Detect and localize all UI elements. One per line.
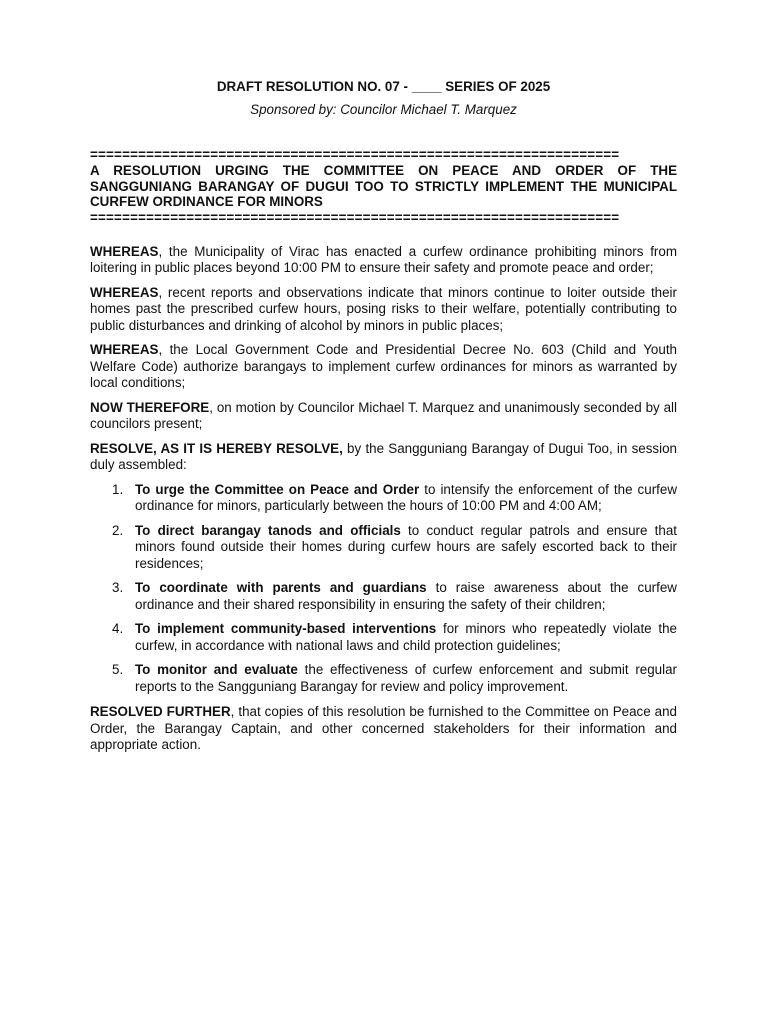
resolution-title: A RESOLUTION URGING THE COMMITTEE ON PEACE AND ORDER OF THE SANGGUNIANG BARANGAY OF DUGUI TOO TO STRICTLY IMPLEMENT THE MUNICIPAL CURFEW ORDINANCE FOR MINORS bbox=[90, 163, 677, 209]
resolved-further-lead: RESOLVED FURTHER bbox=[90, 704, 231, 719]
item-number: 1. bbox=[112, 481, 124, 497]
item-number: 4. bbox=[112, 621, 124, 636]
whereas-clause-2 bbox=[90, 285, 677, 335]
item-text: to intensify the enforcement of the curfew ordinance for minors, particularly between the hours of 10:00 PM and 4:00 AM; bbox=[135, 481, 678, 513]
resolved-further-text: , that copies of this resolution be furnished to the Committee on Peace and Order, the Barangay Captain, and other concerned stakeholders for their information and appropriate action. bbox=[90, 704, 678, 752]
item-lead: To urge the Committee on Peace and Order bbox=[135, 481, 420, 497]
item-lead: To coordinate with parents and guardians bbox=[135, 580, 427, 595]
sponsor-line: Sponsored by: Councilor Michael T. Marquez bbox=[250, 102, 517, 117]
whereas-clause-1 bbox=[90, 244, 677, 277]
item-text: to raise awareness about the curfew ordinance and their shared responsibility in ensuring the safety of their children; bbox=[135, 580, 677, 612]
now-therefore-lead: NOW THEREFORE bbox=[90, 399, 210, 415]
item-lead: To implement community-based interventions bbox=[135, 621, 437, 636]
resolved-further-clause bbox=[90, 704, 677, 754]
whereas-clause-3 bbox=[90, 342, 677, 392]
divider-top: ================================================================== bbox=[90, 149, 620, 161]
whereas-lead: WHEREAS bbox=[90, 284, 159, 300]
whereas-lead: WHEREAS bbox=[90, 342, 159, 357]
item-number: 5. bbox=[112, 662, 124, 677]
divider-bottom: ================================================================== bbox=[90, 211, 620, 224]
list-item bbox=[112, 580, 677, 613]
resolve-lead: RESOLVE, AS IT IS HEREBY RESOLVE, bbox=[90, 440, 343, 456]
item-text: for minors who repeatedly violate the curfew, in accordance with national laws and child protection guidelines; bbox=[135, 621, 677, 653]
item-number: 2. bbox=[112, 522, 124, 538]
list-item bbox=[112, 522, 677, 573]
list-item bbox=[112, 662, 678, 695]
item-number: 3. bbox=[112, 580, 124, 595]
whereas-lead: WHEREAS bbox=[90, 243, 159, 259]
resolve-text: by the Sangguniang Barangay of Dugui Too, in session duly assembled: bbox=[90, 440, 677, 472]
item-text: the effectiveness of curfew enforcement and submit regular reports to the Sangguniang Barangay for review and policy improvement. bbox=[135, 662, 678, 694]
item-lead: To direct barangay tanods and officials bbox=[135, 522, 401, 538]
document-title: DRAFT RESOLUTION NO. 07 - ____ SERIES OF 2025 bbox=[216, 79, 551, 94]
now-therefore-text: , on motion by Councilor Michael T. Marquez and unanimously seconded by all councilors present; bbox=[90, 399, 677, 431]
item-lead: To monitor and evaluate bbox=[135, 662, 298, 677]
resolve-clause bbox=[90, 441, 677, 474]
list-item bbox=[112, 481, 678, 515]
resolution-items-list bbox=[90, 482, 677, 696]
now-therefore-clause bbox=[90, 400, 677, 433]
whereas-text: , recent reports and observations indicate that minors continue to loiter outside their homes past the prescribed curfew hours, posing risks to their welfare, potentially contributing to public disturbances and drinking of alcohol by minors in public places; bbox=[90, 284, 677, 333]
whereas-text: , the Municipality of Virac has enacted a curfew ordinance prohibiting minors from loitering in public places beyond 10:00 PM to ensure their safety and promote peace and order; bbox=[90, 243, 677, 275]
item-text: to conduct regular patrols and ensure that minors found outside their homes during curfew hours are safely escorted back to their residences; bbox=[135, 522, 677, 571]
whereas-text: , the Local Government Code and Presidential Decree No. 603 (Child and Youth Welfare Code) authorize barangays to implement curfew ordinances for minors as warranted by local conditions; bbox=[90, 342, 677, 390]
list-item bbox=[112, 621, 677, 654]
